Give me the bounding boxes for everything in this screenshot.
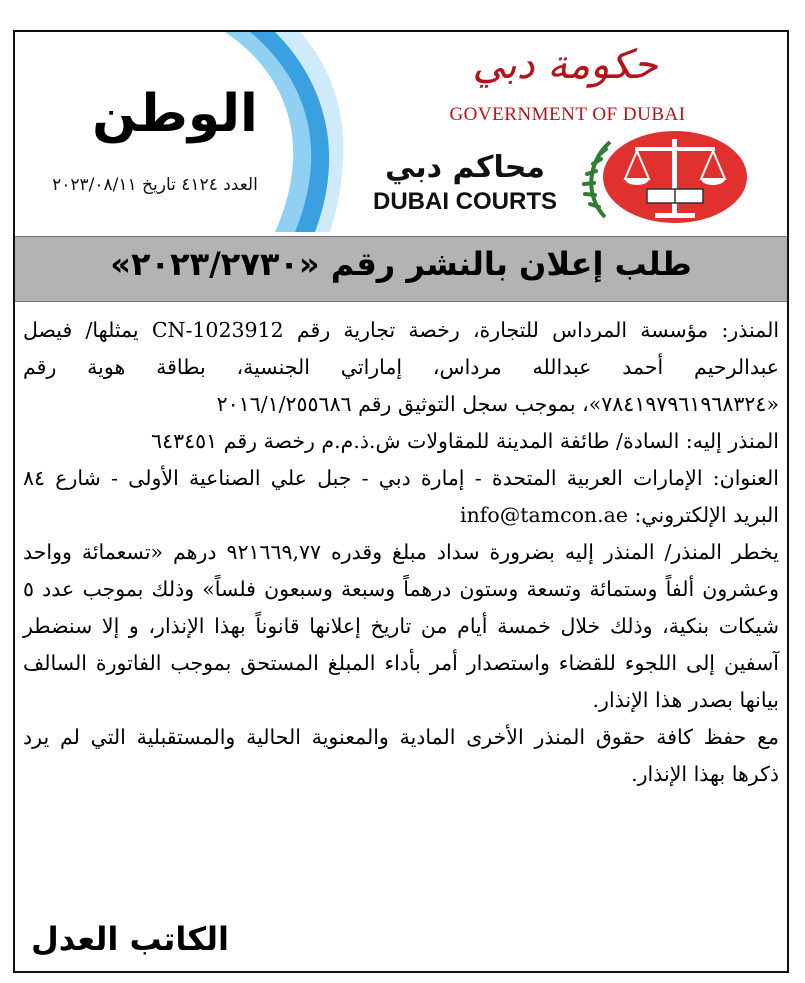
notice-title-bar	[15, 236, 787, 302]
notice-paragraph-rights: مع حفظ كافة حقوق المنذر الأخرى المادية والمعنوية الحالية والمستقبلية التي لم يرد ذكرها بهذا الإنذار.	[23, 725, 779, 786]
courts-name-arabic: محاكم دبي	[385, 150, 545, 185]
notice-paragraph-demand: يخطر المنذر/ المنذر إليه بضرورة سداد مبلغ وقدره ٩٢١٦٦٩,٧٧ درهم «تسعمائة وواحد وعشرون ألفاً وستمائة وتسعة وستون درهماً وسبعة وسبعون فلساً» وذلك بموجب عدد ٥ شيكات بنكية، وذلك خلال خمسة أيام من تاريخ إعلانها قانوناً بهذا الإنذار، و إلا سنضطر آسفين إلى اللجوء للقضاء واستصدار أمر بأداء المبلغ المستحق بموجب الفاتورة السالف بيانها بصدر هذا الإنذار.	[23, 540, 779, 712]
newspaper-name: الوطن	[92, 84, 258, 144]
notice-paragraph-claimant: المنذر: مؤسسة المرداس للتجارة، رخصة تجارية رقم CN-1023912 يمثلها/ فيصل عبدالرحيم أحمد عبدالله مرداس، إماراتي الجنسية، بطاقة هوية رقم «٧٨٤١٩٧٩٦١٩٦٨٣٢٤»، بموجب سجل التوثيق رقم ٢٠١٦/١/٢٥٥٦٨٦	[23, 318, 780, 416]
notice-body	[23, 312, 779, 793]
courts-name-english: DUBAI COURTS	[373, 188, 557, 215]
notary-signature: الكاتب العدل	[25, 920, 235, 958]
notice-title: طلب إعلان بالنشر رقم «٢٠٢٣/٢٧٣٠»	[110, 245, 692, 283]
government-name-english: GOVERNMENT OF DUBAI	[449, 104, 686, 125]
notice-header	[15, 32, 787, 232]
issue-line: العدد ٤١٢٤ تاريخ ٢٠٢٣/٠٨/١١	[52, 175, 258, 195]
government-name-arabic: حكومة دبي	[472, 42, 658, 88]
dubai-courts-emblem	[575, 127, 750, 227]
notice-paragraph-respondent: المنذر إليه: السادة/ طائفة المدينة للمقاولات ش.ذ.م.م رخصة رقم ٦٤٣٤٥١	[151, 429, 779, 453]
notice-paragraph-address: العنوان: الإمارات العربية المتحدة - إمارة دبي - جبل علي الصناعية الأولى - شارع ٨٤ البريد الإلكتروني: info@tamcon.ae	[23, 466, 779, 527]
notice-frame	[13, 30, 789, 973]
